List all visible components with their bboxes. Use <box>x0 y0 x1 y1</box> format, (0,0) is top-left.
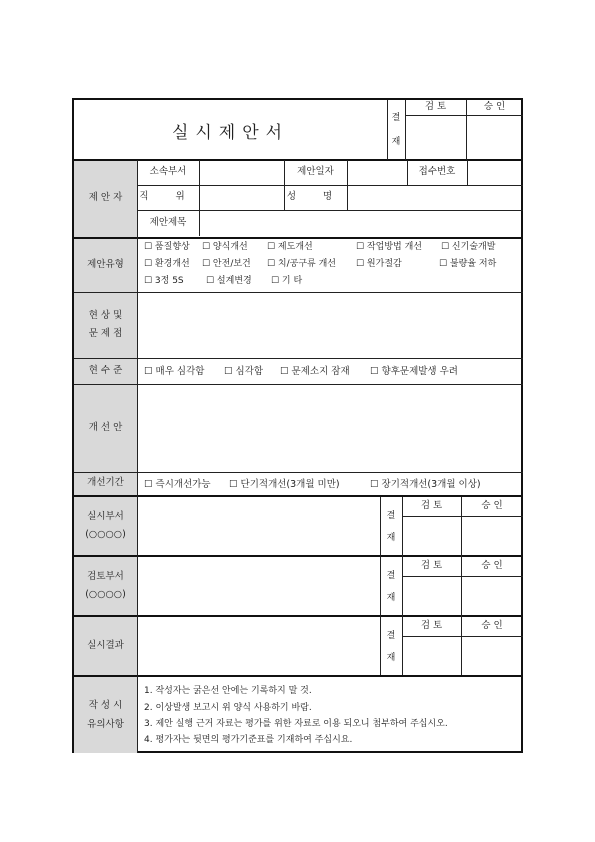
type-option[interactable]: ☐ 치/공구류 개선 <box>267 259 336 269</box>
type-section-label: 제안유형 <box>87 259 124 271</box>
review-sign-box[interactable] <box>402 576 461 614</box>
type-option[interactable]: ☐ 원가절감 <box>356 259 402 269</box>
level-option[interactable]: ☐ 향후문제발생 우려 <box>370 366 458 377</box>
type-option[interactable]: ☐ 설계변경 <box>206 276 252 286</box>
gyeol-char: 결 <box>386 510 396 521</box>
type-option[interactable]: ☐ 제도개선 <box>267 242 313 252</box>
proposal-form <box>72 98 523 753</box>
note-item: 1. 작성자는 굵은선 안에는 기록하지 말 것. <box>144 686 312 696</box>
review-dept-label <box>74 557 137 615</box>
type-option[interactable]: ☐ 기 타 <box>271 276 303 286</box>
type-option[interactable]: ☐ 안전/보건 <box>202 259 251 269</box>
problem-section-label <box>74 292 137 358</box>
type-option[interactable]: ☐ 3정 5S <box>144 276 184 286</box>
improvement-field[interactable] <box>138 385 523 471</box>
exec-dept-label <box>74 497 137 555</box>
exec-dept-field[interactable] <box>138 498 379 554</box>
note-item: 3. 제안 실행 근거 자료는 평가를 위한 자료로 이용 되오니 첨부하여 주십시오. <box>144 719 448 729</box>
period-option[interactable]: ☐ 즉시개선가능 <box>144 479 211 490</box>
date-label: 제안일자 <box>297 166 334 178</box>
review-header: 검 토 <box>420 560 443 572</box>
review-dept-line1: 검토부서 <box>87 570 124 582</box>
note-item: 4. 평가자는 뒷면의 평가기준표를 기재하여 주십시요. <box>144 735 353 745</box>
proposer-section-label: 제 안 자 <box>88 192 123 204</box>
approval-label <box>380 505 402 549</box>
level-option[interactable]: ☐ 문제소지 잠재 <box>280 366 350 377</box>
approval-label <box>380 565 402 609</box>
review-dept-field[interactable] <box>138 558 379 614</box>
period-option[interactable]: ☐ 장기적개선(3개월 이상) <box>370 479 481 490</box>
approve-sign-box[interactable] <box>461 516 523 554</box>
approve-header: 승 인 <box>483 101 506 113</box>
name-label: 성 명 <box>286 191 345 203</box>
result-section-label: 실시결과 <box>87 639 124 651</box>
review-sign-box[interactable] <box>405 115 466 159</box>
approve-sign-box[interactable] <box>461 636 523 674</box>
form-title: 실시제안서 <box>171 122 290 143</box>
jae-char: 재 <box>386 652 396 663</box>
gyeol-char: 결 <box>386 570 396 581</box>
dept-field[interactable] <box>200 161 284 184</box>
notes-label-line1: 작 성 시 <box>88 700 123 711</box>
gyeol-char: 결 <box>391 112 401 123</box>
dept-label: 소속부서 <box>149 166 187 178</box>
notes-section-label <box>74 677 137 753</box>
approval-label <box>380 625 402 669</box>
improvement-section-label: 개 선 안 <box>88 421 123 433</box>
approve-sign-box[interactable] <box>461 576 523 614</box>
type-option[interactable]: ☐ 환경개선 <box>144 259 190 269</box>
exec-dept-line2: (○○○○) <box>85 529 126 540</box>
jae-char: 재 <box>386 532 396 543</box>
note-item: 2. 이상발생 보고시 위 양식 사용하기 바람. <box>144 703 312 713</box>
approve-header: 승 인 <box>481 500 503 512</box>
result-field[interactable] <box>138 618 379 674</box>
jae-char: 재 <box>386 592 396 603</box>
position-label: 직 위 <box>139 191 197 203</box>
subject-label: 제안제목 <box>149 216 187 228</box>
exec-dept-line1: 실시부서 <box>87 510 124 522</box>
position-field[interactable] <box>200 186 284 209</box>
subject-field[interactable] <box>200 211 523 236</box>
review-header: 검 토 <box>424 101 447 113</box>
type-option[interactable]: ☐ 불량율 저하 <box>439 259 497 269</box>
review-header: 검 토 <box>420 620 443 632</box>
problem-field[interactable] <box>138 293 523 357</box>
jae-char: 재 <box>391 136 401 147</box>
problem-label-line2: 문 제 점 <box>88 328 123 339</box>
level-option[interactable]: ☐ 매우 심각함 <box>144 366 205 377</box>
review-sign-box[interactable] <box>402 516 461 554</box>
review-sign-box[interactable] <box>402 636 461 674</box>
gyeol-char: 결 <box>386 630 396 641</box>
approve-sign-box[interactable] <box>466 115 523 159</box>
review-header: 검 토 <box>420 500 443 512</box>
period-section-label: 개선기간 <box>87 477 124 489</box>
level-option[interactable]: ☐ 심각함 <box>224 366 264 377</box>
name-field[interactable] <box>348 186 523 209</box>
type-option[interactable]: ☐ 품질향상 <box>144 242 190 252</box>
approval-label <box>387 106 405 154</box>
approve-header: 승 인 <box>481 560 503 572</box>
notes-label-line2: 유의사항 <box>87 719 124 730</box>
review-dept-line2: (○○○○) <box>85 589 126 600</box>
level-section-label: 현 수 준 <box>88 364 123 376</box>
period-option[interactable]: ☐ 단기적개선(3개월 미만) <box>229 479 340 490</box>
type-option[interactable]: ☐ 신기술개발 <box>441 242 496 252</box>
type-option[interactable]: ☐ 작업방법 개선 <box>356 242 422 252</box>
type-option[interactable]: ☐ 양식개선 <box>202 242 248 252</box>
receipt-field[interactable] <box>468 161 523 184</box>
receipt-label: 접수번호 <box>418 166 456 178</box>
approve-header: 승 인 <box>481 620 503 632</box>
date-field[interactable] <box>348 161 407 184</box>
problem-label-line1: 현 상 및 <box>88 309 123 321</box>
